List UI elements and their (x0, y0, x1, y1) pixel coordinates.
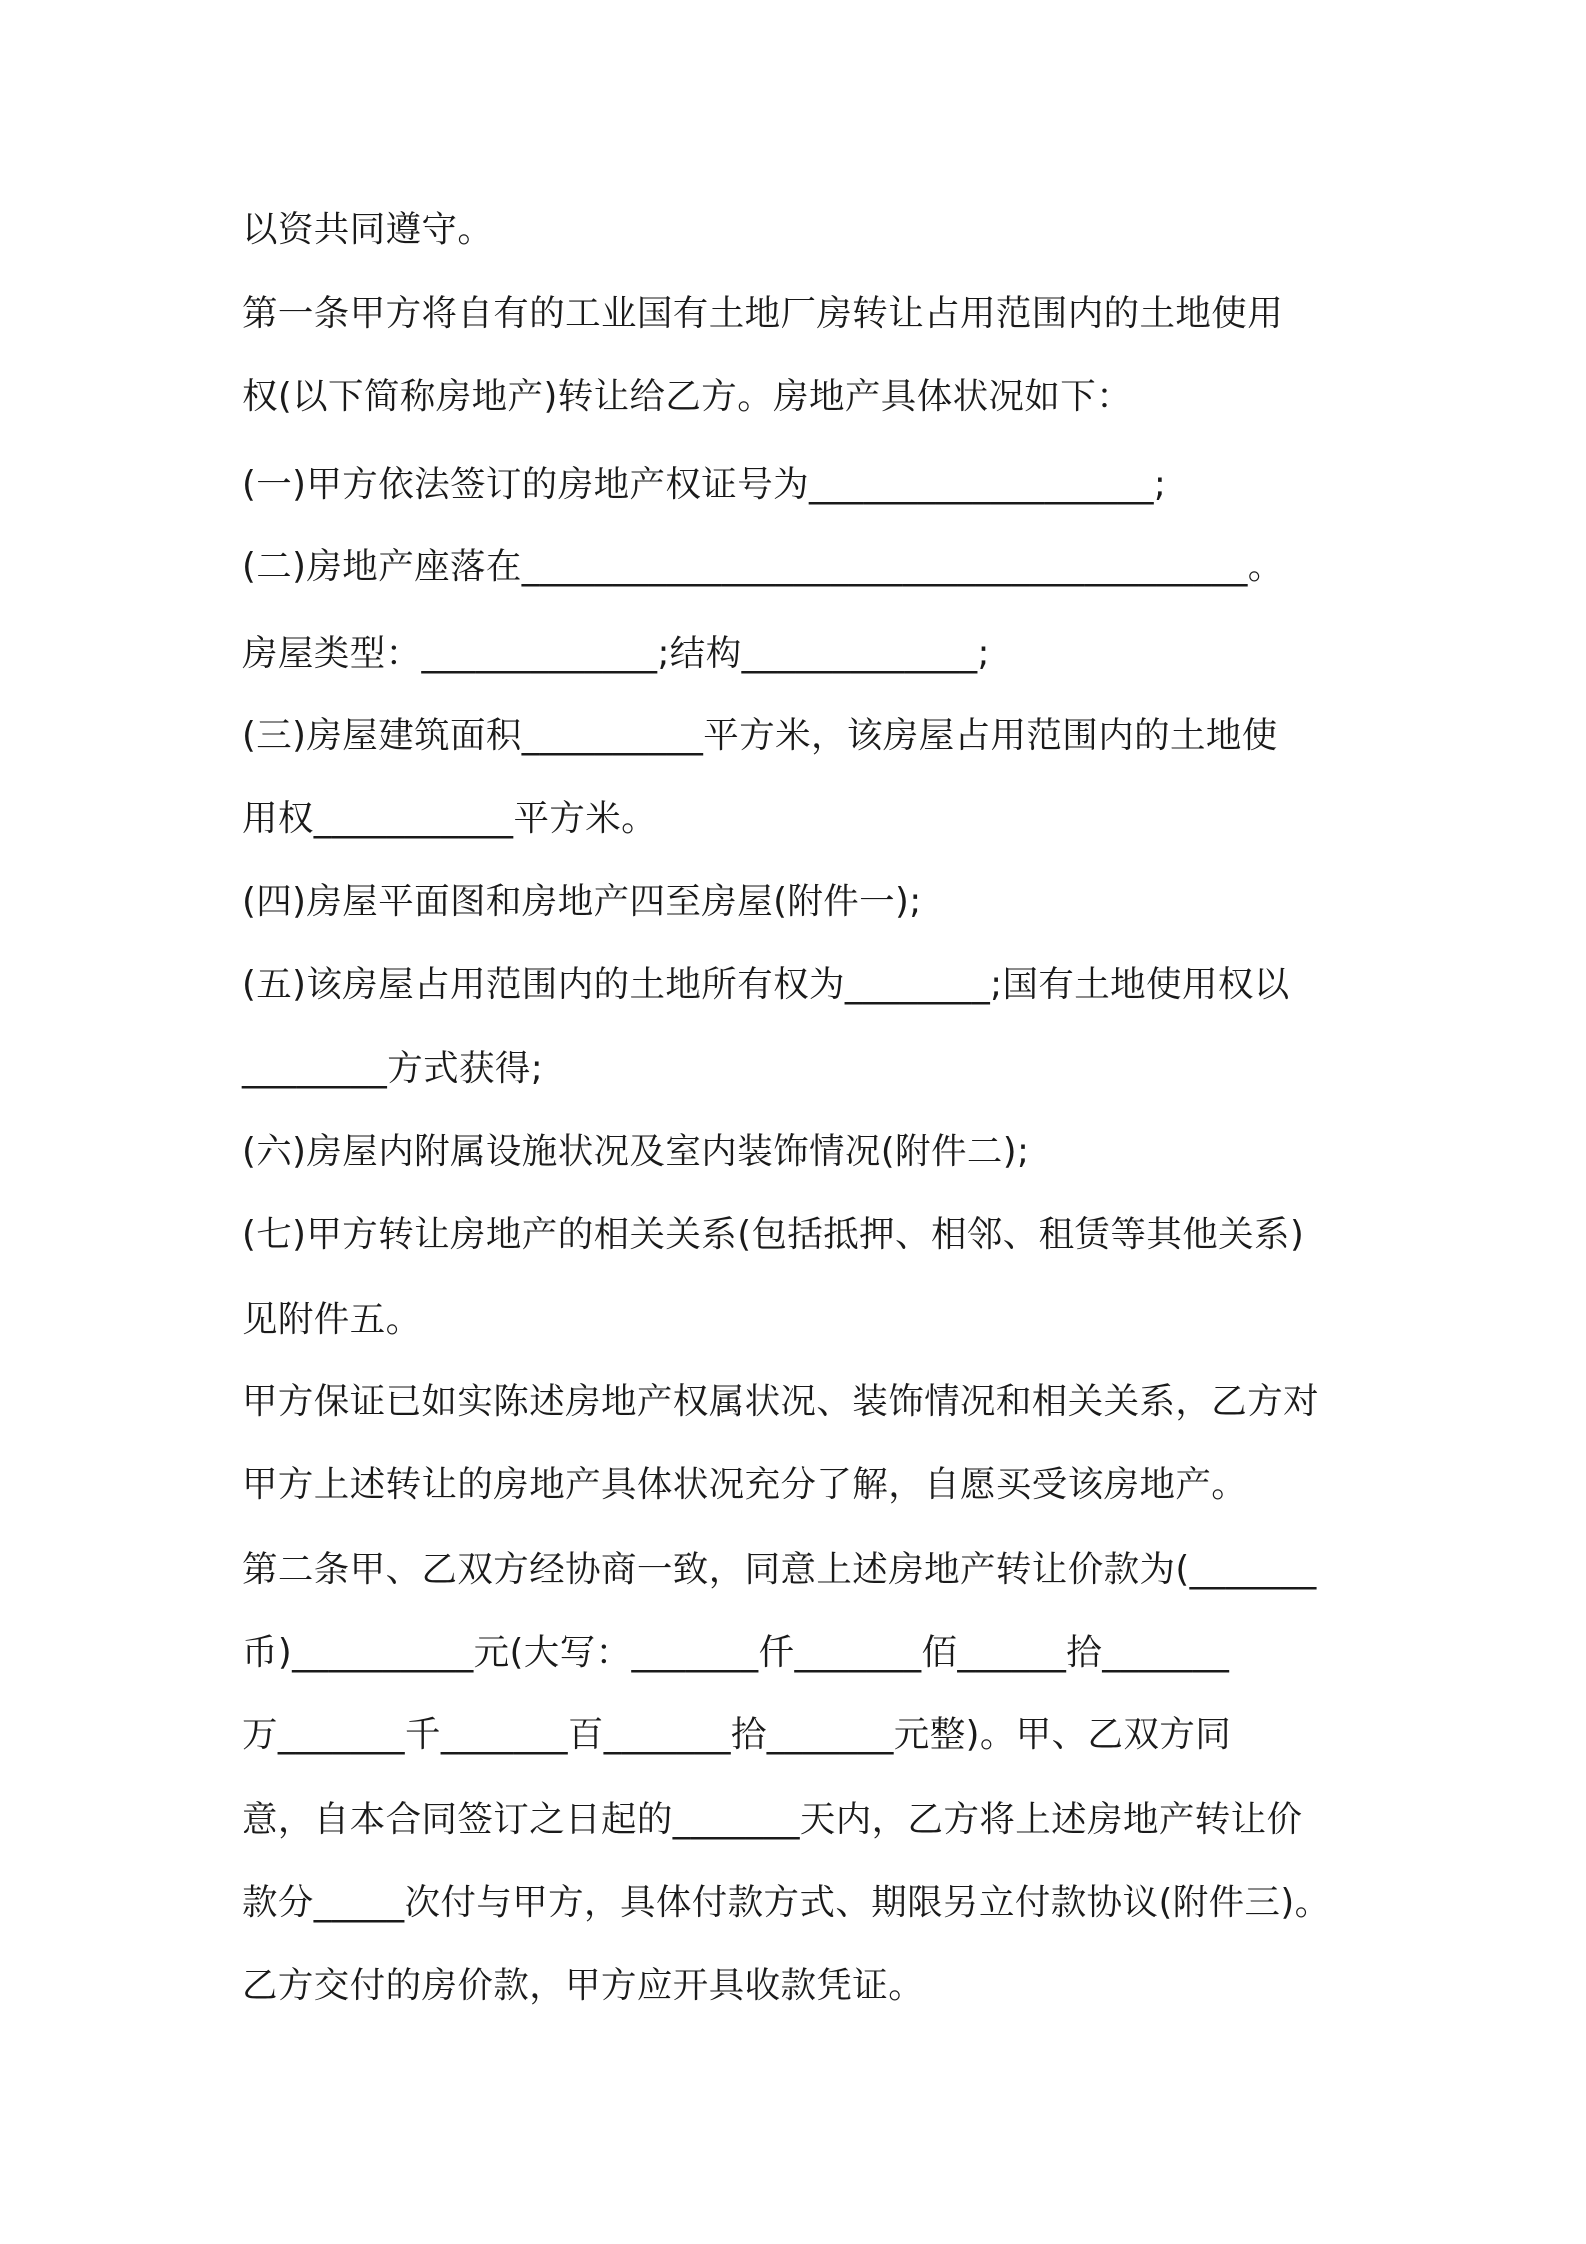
text-line: 币)__________元(大写：_______仟_______佰______拾_______ (242, 1632, 1230, 1673)
text-line: 第一条甲方将自有的工业国有土地厂房转让占用范围内的土地使用 (242, 293, 1284, 334)
text-line: 以资共同遵守。 (242, 209, 494, 250)
text-line: 甲方上述转让的房地产具体状况充分了解，自愿买受该房地产。 (242, 1464, 1248, 1505)
text-line: 意，自本合同签订之日起的_______天内，乙方将上述房地产转让价 (242, 1799, 1303, 1840)
text-line: ________方式获得; (242, 1048, 544, 1089)
text-line: 权(以下简称房地产)转让给乙方。房地产具体状况如下： (242, 376, 1133, 417)
text-line: (三)房屋建筑面积__________平方米，该房屋占用范围内的土地使 (242, 715, 1278, 756)
text-line: (七)甲方转让房地产的相关关系(包括抵押、相邻、租赁等其他关系) (242, 1214, 1305, 1255)
text-line: 见附件五。 (242, 1299, 422, 1340)
text-line: (五)该房屋占用范围内的土地所有权为________;国有土地使用权以 (242, 964, 1290, 1005)
text-line: (六)房屋内附属设施状况及室内装饰情况(附件二); (242, 1131, 1030, 1172)
text-line: (四)房屋平面图和房地产四至房屋(附件一); (242, 881, 922, 922)
text-line: 用权___________平方米。 (242, 798, 658, 839)
text-line: 第二条甲、乙双方经协商一致，同意上述房地产转让价款为(_______ (242, 1549, 1317, 1590)
text-line: 万_______千_______百_______拾_______元整)。甲、乙双方同 (242, 1714, 1232, 1755)
text-line: (二)房地产座落在________________________________________。 (242, 546, 1284, 587)
text-line: 乙方交付的房价款，甲方应开具收款凭证。 (242, 1965, 925, 2006)
text-line: (一)甲方依法签订的房地产权证号为___________________; (242, 464, 1167, 505)
text-line: 款分_____次付与甲方，具体付款方式、期限另立付款协议(附件三)。 (242, 1882, 1331, 1923)
text-line: 房屋类型：_____________;结构_____________; (242, 633, 990, 674)
text-line: 甲方保证已如实陈述房地产权属状况、装饰情况和相关关系，乙方对 (242, 1381, 1320, 1422)
